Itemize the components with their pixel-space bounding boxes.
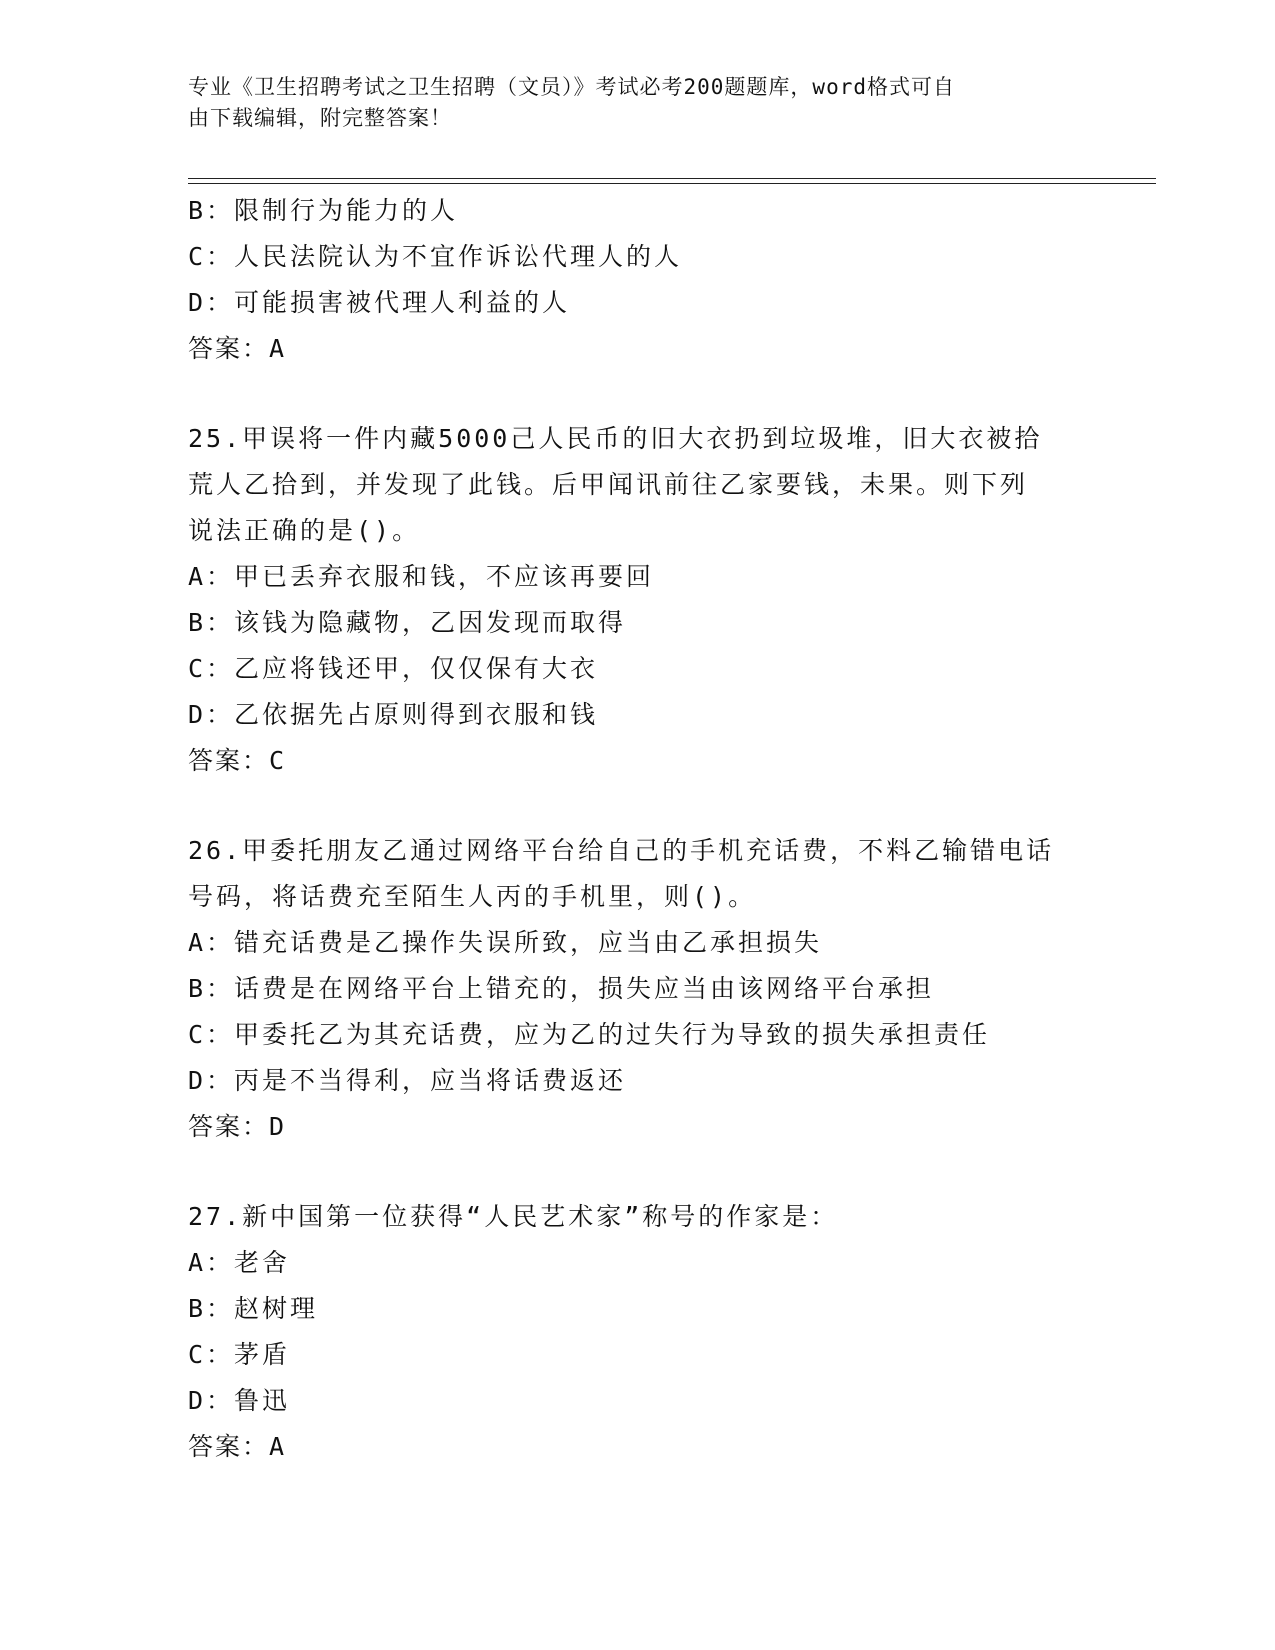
answer-line: 答案：C bbox=[188, 746, 287, 775]
question-text-line: 号码，将话费充至陌生人丙的手机里，则()。 bbox=[188, 882, 757, 911]
option-c: C：人民法院认为不宜作诉讼代理人的人 bbox=[188, 242, 683, 271]
question-text-line: 说法正确的是()。 bbox=[188, 516, 421, 545]
question-text-line: 荒人乙拾到，并发现了此钱。后甲闻讯前往乙家要钱，未果。则下列 bbox=[188, 470, 1029, 499]
question-list bbox=[188, 188, 1088, 1470]
option-c: C：茅盾 bbox=[188, 1340, 291, 1369]
option-b: B：限制行为能力的人 bbox=[188, 196, 459, 225]
header-intro-line2: 由下载编辑，附完整答案！ bbox=[188, 106, 452, 130]
document-header bbox=[188, 72, 1068, 134]
option-a: A：错充话费是乙操作失误所致，应当由乙承担损失 bbox=[188, 928, 823, 957]
question-block-27 bbox=[188, 1194, 1088, 1470]
header-intro-line1: 专业《卫生招聘考试之卫生招聘（文员）》考试必考200题题库，word格式可自 bbox=[188, 75, 955, 99]
option-a: A：老舍 bbox=[188, 1248, 291, 1277]
answer-line: 答案：A bbox=[188, 334, 287, 363]
option-c: C：乙应将钱还甲，仅仅保有大衣 bbox=[188, 654, 599, 683]
option-b: B：该钱为隐藏物，乙因发现而取得 bbox=[188, 608, 627, 637]
question-block-25 bbox=[188, 416, 1088, 784]
header-divider-bottom bbox=[188, 183, 1156, 184]
question-block-continued bbox=[188, 188, 1088, 372]
question-block-26 bbox=[188, 828, 1088, 1150]
option-d: D：鲁迅 bbox=[188, 1386, 291, 1415]
answer-line: 答案：D bbox=[188, 1112, 287, 1141]
question-text-line: 27.新中国第一位获得“人民艺术家”称号的作家是： bbox=[188, 1202, 839, 1231]
option-b: B：话费是在网络平台上错充的，损失应当由该网络平台承担 bbox=[188, 974, 935, 1003]
question-text-line: 25.甲误将一件内藏5000己人民币的旧大衣扔到垃圾堆，旧大衣被拾 bbox=[188, 424, 1043, 453]
option-a: A：甲已丢弃衣服和钱，不应该再要回 bbox=[188, 562, 655, 591]
header-divider-top bbox=[188, 178, 1156, 179]
option-b: B：赵树理 bbox=[188, 1294, 319, 1323]
option-d: D：乙依据先占原则得到衣服和钱 bbox=[188, 700, 599, 729]
option-c: C：甲委托乙为其充话费，应为乙的过失行为导致的损失承担责任 bbox=[188, 1020, 991, 1049]
question-text-line: 26.甲委托朋友乙通过网络平台给自己的手机充话费，不料乙输错电话 bbox=[188, 836, 1055, 865]
option-d: D：丙是不当得利，应当将话费返还 bbox=[188, 1066, 627, 1095]
answer-line: 答案：A bbox=[188, 1432, 287, 1461]
option-d: D：可能损害被代理人利益的人 bbox=[188, 288, 571, 317]
